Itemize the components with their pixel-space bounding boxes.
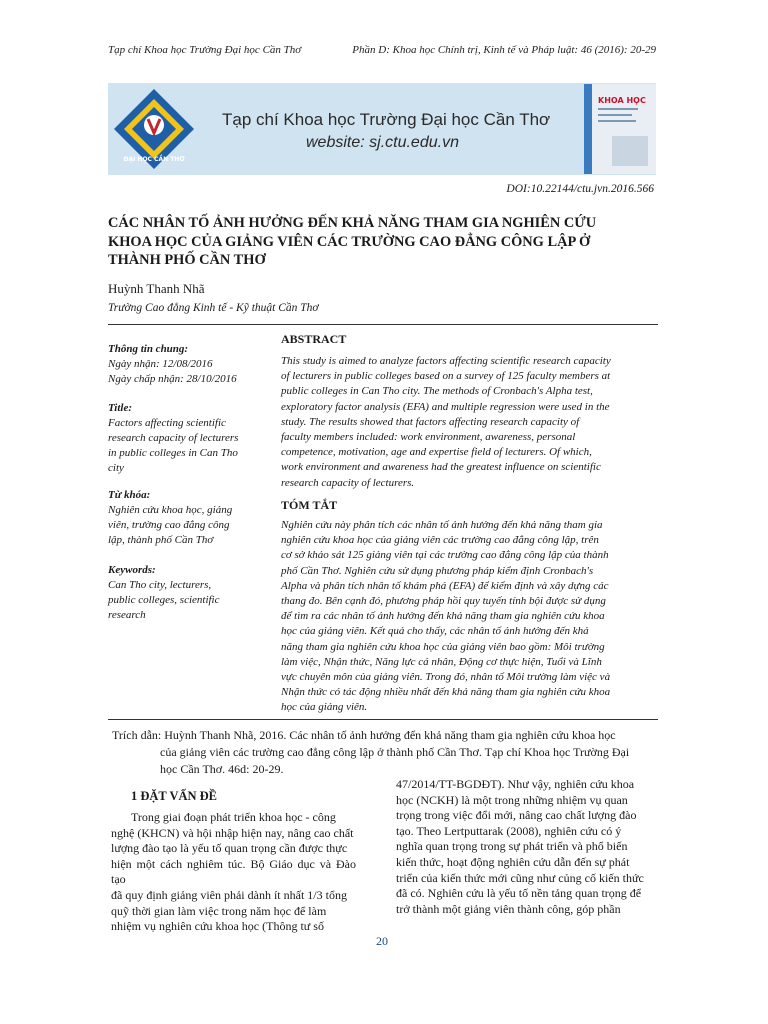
university-logo-icon — [112, 87, 196, 171]
tom-tat-line: Alpha và phân tích nhân tố khám phá (EFA) để kiểm định và xây dựng các — [281, 579, 609, 592]
keywords-en-line: research — [108, 609, 146, 621]
abstract-line: research capacity of lecturers. — [281, 476, 415, 489]
abstract-line: This study is aimed to analyze factors affecting scientific research capacity — [281, 355, 611, 367]
running-header-journal: Tạp chí Khoa học Trường Đại học Cần Thơ — [108, 44, 302, 56]
abstract-line: work environment and awareness had the greatest influence on scientific — [281, 461, 601, 474]
body-line: nhiệm vụ nghiên cứu khoa học (Thông tư số — [111, 919, 324, 934]
title-line: KHOA HỌC CỦA GIẢNG VIÊN CÁC TRƯỜNG CAO ĐẲNG CÔNG LẬP Ở — [108, 233, 591, 250]
section-heading: 1 ĐẶT VẤN ĐỀ — [131, 789, 218, 803]
keywords-en-line: public colleges, scientific — [108, 594, 220, 606]
citation-line: của giảng viên các trường cao đẳng công lập ở thành phố Cần Thơ. Tạp chí Khoa học Trường Đại — [160, 745, 630, 759]
keywords-en-heading: Keywords: — [108, 564, 156, 576]
body-line: học (NCKH) là một trong những nhiệm vụ quan — [396, 792, 628, 807]
divider — [108, 324, 658, 325]
received-date: Ngày nhận: 12/08/2016 — [108, 358, 213, 370]
english-title-line: research capacity of lecturers — [108, 432, 239, 444]
logo-text: ĐẠI HỌC CẦN THƠ — [123, 156, 185, 163]
tom-tat-line: thang đo. Bên cạnh đó, phương pháp hồi quy tuyến tính bội được sử dụng — [281, 595, 606, 608]
author-affiliation: Trường Cao đẳng Kinh tế - Kỹ thuật Cần Thơ — [108, 302, 319, 314]
article-info — [108, 342, 268, 387]
banner-title: Tạp chí Khoa học Trường Đại học Cần Thơ — [222, 110, 551, 129]
page-number: 20 — [376, 934, 388, 948]
abstract-line: study. The results showed that factors affecting research capacity of — [281, 415, 580, 428]
section-body-right — [396, 777, 658, 917]
english-title-line: Factors affecting scientific — [108, 417, 226, 429]
keywords-vi-line: Nghiên cứu khoa học, giảng — [108, 504, 233, 516]
tom-tat-line: nghiên cứu khoa học của giảng viên các trường cao đẳng công lập, trên — [281, 534, 599, 547]
citation-line: Trích dẫn: Huỳnh Thanh Nhã, 2016. Các nhân tố ảnh hưởng đến khả năng tham gia nghiên cứu khoa học — [112, 728, 616, 742]
article-title — [108, 214, 656, 270]
abstract-line: of lecturers in public colleges based on a survey of 125 faculty members at — [281, 370, 611, 383]
tom-tat-line: vực chuyên môn của giảng viên. Trong đó, nhân tố Môi trường làm việc và — [281, 671, 611, 684]
keywords-vi-heading: Từ khóa: — [108, 489, 151, 501]
abstract-text — [281, 354, 657, 491]
tom-tat-line: cơ sở khảo sát 125 giảng viên tại các trường cao đẳng công lập của thành — [281, 549, 609, 562]
abstract-heading: ABSTRACT — [281, 332, 347, 346]
body-line: nghĩa quan trọng trong sự phát triển và phổ biến — [396, 839, 628, 854]
body-line: kiến thức, hoạt động nghiên cứu dẫn đến sự phát — [396, 854, 630, 869]
tom-tat-line: để tìm ra các nhân tố ảnh hưởng đến khả năng tham gia nghiên cứu khoa — [281, 610, 605, 623]
tom-tat-line: Nghiên cứu này phân tích các nhân tố ảnh hưởng đến khả năng tham gia — [281, 519, 603, 531]
body-line: trọng trong việc đổi mới, nâng cao chất lượng đào — [396, 808, 637, 823]
journal-cover-thumbnail — [584, 84, 656, 174]
citation-line: học Cần Thơ. 46d: 20-29. — [160, 762, 284, 776]
body-line: quỹ thời gian làm việc trong năm học để làm — [111, 903, 327, 918]
tom-tat-text — [281, 518, 657, 716]
body-line: tạo. Theo Lertputtarak (2008), nghiên cứu có ý — [396, 823, 622, 838]
cover-title: KHOA HỌC — [598, 96, 646, 105]
body-line: triển của kiến thức mới cũng như củng cố kiến thức — [396, 870, 644, 885]
english-title-line: city — [108, 462, 124, 474]
info-heading: Thông tin chung: — [108, 343, 189, 355]
body-line: 47/2014/TT-BGDĐT). Như vậy, nghiên cứu khoa — [396, 777, 635, 791]
keywords-en-block — [108, 563, 268, 623]
abstract-line: faculty members included: work environment, awareness, personal — [281, 431, 576, 444]
title-line: THÀNH PHỐ CẦN THƠ — [108, 252, 266, 268]
doi: DOI:10.22144/ctu.jvn.2016.566 — [506, 183, 654, 195]
banner-website: website: sj.ctu.edu.vn — [306, 134, 459, 151]
title-line: CÁC NHÂN TỐ ẢNH HƯỞNG ĐẾN KHẢ NĂNG THAM GIA NGHIÊN CỨU — [108, 215, 597, 231]
keywords-en-line: Can Tho city, lecturers, — [108, 579, 212, 591]
running-header-section: Phần D: Khoa học Chính trị, Kinh tế và Pháp luật: 46 (2016): 20-29 — [352, 44, 656, 56]
citation — [112, 727, 660, 778]
keywords-vi-block — [108, 488, 268, 548]
tom-tat-line: làm việc, Nhận thức, Năng lực cá nhân, Động cơ thực hiện, Tuổi và Lĩnh — [281, 655, 602, 668]
body-line: đã quy định giảng viên phải dành ít nhất 1/3 tổng — [111, 887, 347, 902]
body-line: lượng đào tạo là yếu tố quan trọng cần được thực — [111, 841, 348, 856]
body-line: đã có. Nghiên cứu là yếu tố nền tảng quan trọng để — [396, 886, 642, 901]
english-title-heading: Title: — [108, 402, 133, 414]
keywords-vi-line: viên, trường cao đẳng công — [108, 519, 230, 531]
abstract-line: exploratory factor analysis (EFA) and multiple regression were used in the — [281, 400, 610, 413]
author-name: Huỳnh Thanh Nhã — [108, 281, 205, 296]
tom-tat-line: Nhận thức có tác động nhiều nhất đến khả năng tham gia nghiên cứu khoa — [281, 686, 611, 699]
english-title-line: in public colleges in Can Tho — [108, 447, 238, 459]
accepted-date: Ngày chấp nhận: 28/10/2016 — [108, 373, 237, 385]
body-line: trở thành một giảng viên thành công, góp phần — [396, 901, 621, 916]
body-line: nghệ (KHCN) và hội nhập hiện nay, nâng cao chất — [111, 825, 354, 840]
english-title-block — [108, 401, 268, 476]
section-body-left — [111, 810, 356, 935]
divider — [108, 719, 658, 720]
tom-tat-heading: TÓM TẮT — [281, 498, 338, 512]
body-line: Trong giai đoạn phát triển khoa học - công — [131, 810, 336, 824]
tom-tat-line: học của giảng viên. — [281, 701, 368, 714]
body-line: hiện một cách nghiêm túc. Bộ Giáo dục và Đào tạo — [111, 856, 356, 887]
abstract-line: competence, motivation, age and expertise field of lecturers. Of which, — [281, 446, 592, 459]
tom-tat-line: phố Cần Thơ. Nghiên cứu sử dụng phương pháp kiểm định Cronbach's — [281, 564, 594, 577]
tom-tat-line: học của giảng viên. Kết quả cho thấy, các nhân tố ảnh hưởng đến khả — [281, 625, 589, 638]
tom-tat-line: năng tham gia nghiên cứu khoa học của giảng viên bao gồm: Môi trường — [281, 640, 605, 653]
keywords-vi-line: lập, thành phố Cần Thơ — [108, 534, 214, 546]
abstract-line: public colleges in Can Tho city. The methods of Cronbach's Alpha test, — [281, 385, 593, 398]
